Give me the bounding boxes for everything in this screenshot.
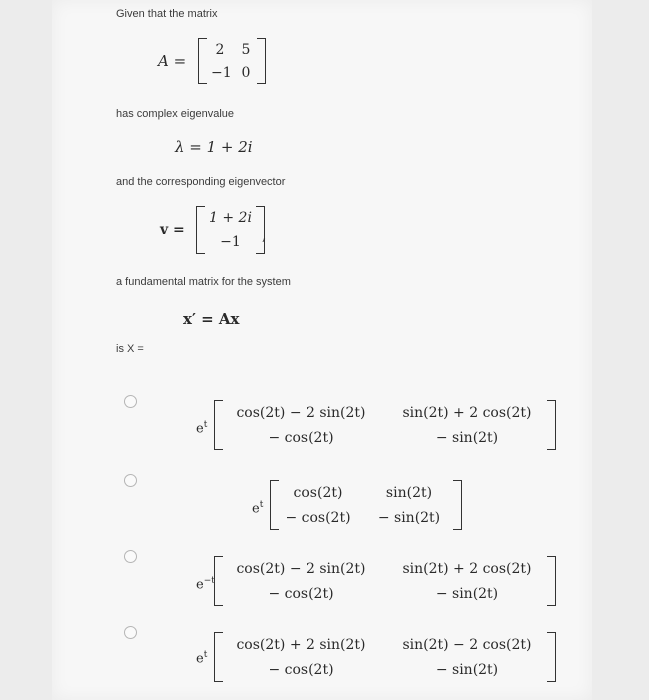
- matrix-cell: sin(2t) + 2 cos(2t): [402, 404, 532, 421]
- option-1-exponent: [196, 420, 207, 436]
- matrix-cell: − cos(2t): [268, 661, 334, 678]
- matrix-a-cell: 5: [241, 41, 251, 58]
- matrix-cell: − sin(2t): [435, 429, 499, 446]
- exp-power: −t: [203, 576, 215, 586]
- is-x-label: is X =: [116, 343, 144, 355]
- eigenvalue-intro: has complex eigenvalue: [116, 108, 235, 120]
- option-2-matrix[interactable]: [270, 480, 462, 530]
- matrix-a: [198, 38, 266, 84]
- vector-v-cell: −1: [220, 234, 241, 250]
- matrix-cell: cos(2t): [293, 484, 343, 501]
- matrix-cell: cos(2t) − 2 sin(2t): [236, 560, 366, 577]
- vector-v: [196, 206, 265, 254]
- matrix-cell: − sin(2t): [435, 585, 499, 602]
- matrix-a-label: A =: [158, 52, 187, 70]
- matrix-a-cell: −1: [211, 64, 232, 81]
- exp-base: e: [196, 421, 204, 437]
- exp-power: t: [203, 420, 208, 430]
- option-1-matrix[interactable]: [214, 400, 556, 450]
- system-equation: x′ = Ax: [183, 310, 240, 328]
- exp-base: e: [196, 651, 204, 667]
- matrix-cell: − sin(2t): [435, 661, 499, 678]
- matrix-cell: sin(2t) + 2 cos(2t): [402, 560, 532, 577]
- exp-base: e: [196, 577, 204, 593]
- option-4-matrix[interactable]: [214, 632, 556, 682]
- option-3-radio[interactable]: [124, 550, 137, 563]
- matrix-a-cell: 0: [241, 64, 251, 81]
- exp-power: t: [203, 650, 208, 660]
- exp-base: e: [252, 501, 260, 517]
- exp-power: t: [259, 500, 264, 510]
- matrix-cell: − sin(2t): [377, 509, 441, 526]
- option-4-radio[interactable]: [124, 626, 137, 639]
- matrix-cell: cos(2t) − 2 sin(2t): [236, 404, 366, 421]
- vector-v-cell: 1 + 2i: [209, 210, 252, 226]
- option-3-matrix[interactable]: [214, 556, 556, 606]
- matrix-a-cell: 2: [215, 41, 225, 58]
- matrix-cell: − cos(2t): [268, 585, 334, 602]
- eigenvector-intro: and the corresponding eigenvector: [116, 176, 286, 188]
- matrix-cell: cos(2t) + 2 sin(2t): [236, 636, 366, 653]
- fundamental-intro: a fundamental matrix for the system: [116, 276, 291, 288]
- matrix-cell: sin(2t): [385, 484, 433, 501]
- vector-v-comma: ,: [262, 228, 267, 244]
- matrix-cell: sin(2t) − 2 cos(2t): [402, 636, 532, 653]
- option-4-exponent: [196, 650, 207, 666]
- matrix-cell: − cos(2t): [268, 429, 334, 446]
- vector-v-label: v =: [160, 222, 185, 238]
- option-2-exponent: [252, 500, 263, 516]
- given-text: Given that the matrix: [116, 8, 218, 20]
- option-2-radio[interactable]: [124, 474, 137, 487]
- option-1-radio[interactable]: [124, 395, 137, 408]
- eigenvalue: λ = 1 + 2i: [175, 138, 253, 156]
- option-3-exponent: [196, 576, 215, 592]
- matrix-cell: − cos(2t): [285, 509, 351, 526]
